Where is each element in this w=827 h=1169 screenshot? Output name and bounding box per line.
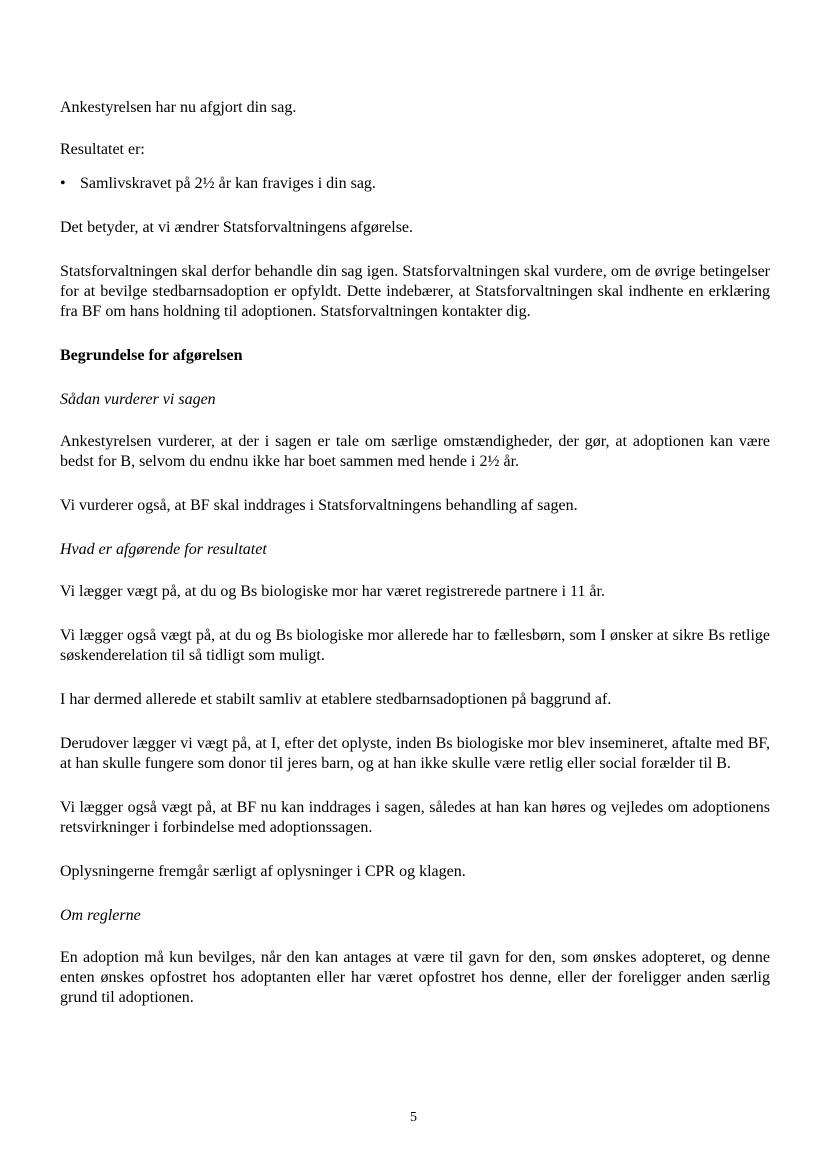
- assessment-paragraph-2: Vi vurderer også, at BF skal inddrages i Statsforvaltningens behandling af sagen.: [60, 497, 578, 514]
- subheading-rules: Om reglerne: [60, 907, 141, 924]
- document-body: [60, 98, 770, 1008]
- result-list: [60, 174, 770, 194]
- subheading-assessment: Sådan vurderer vi sagen: [60, 391, 216, 408]
- decisive-paragraph-1: Vi lægger vægt på, at du og Bs biologiske mor har været registrerede partnere i 11 år.: [60, 583, 605, 600]
- subheading-decisive: Hvad er afgørende for resultatet: [60, 541, 267, 558]
- decisive-paragraph-3: I har dermed allerede et stabilt samliv at etablere stedbarnsadoptionen på baggrund af.: [60, 691, 612, 708]
- next-steps-paragraph: Statsforvaltningen skal derfor behandle din sag igen. Statsforvaltningen skal vurdere, om de øvrige betingelser for at bevilge stedbarnsadoption er opfyldt. Dette indebærer, at Statsforvaltningen skal indhente en erklæring fra BF om hans holdning til adoptionen. Statsforvaltningen kontakter dig.: [60, 263, 770, 320]
- decisive-paragraph-5: Vi lægger også vægt på, at BF nu kan inddrages i sagen, således at han kan høres og vejledes om adoptionens retsvirkninger i forbindelse med adoptionssagen.: [60, 799, 770, 836]
- page-number: 5: [410, 1110, 417, 1125]
- rules-paragraph: En adoption må kun bevilges, når den kan antages at være til gavn for den, som ønskes adopteret, og denne enten ønskes opfostret hos adoptanten eller har været opfostret hos denne, eller der foreligger anden særlig grund til adoptionen.: [60, 949, 770, 1006]
- assessment-paragraph-1: Ankestyrelsen vurderer, at der i sagen er tale om særlige omstændigheder, der gør, at adoptionen kan være bedst for B, selvom du endnu ikke har boet sammen med hende i 2½ år.: [60, 433, 770, 470]
- sources-paragraph: Oplysningerne fremgår særligt af oplysninger i CPR og klagen.: [60, 863, 466, 880]
- result-list-item: • Samlivskravet på 2½ år kan fraviges i din sag.: [60, 174, 770, 194]
- section-heading-reasons: Begrundelse for afgørelsen: [60, 347, 243, 364]
- intro-paragraph: Ankestyrelsen har nu afgjort din sag.: [60, 99, 297, 116]
- result-label: Resultatet er:: [60, 141, 145, 158]
- decisive-paragraph-4: Derudover lægger vi vægt på, at I, efter det oplyste, inden Bs biologiske mor blev insemineret, aftalte med BF, at han skulle fungere som donor til jeres barn, og at han ikke skulle være retlig eller social forælder til B.: [60, 735, 770, 772]
- meaning-paragraph: Det betyder, at vi ændrer Statsforvaltningens afgørelse.: [60, 219, 414, 236]
- decisive-paragraph-2: Vi lægger også vægt på, at du og Bs biologiske mor allerede har to fællesbørn, som I ønsker at sikre Bs retlige søskenderelation til så tidligt som muligt.: [60, 627, 770, 664]
